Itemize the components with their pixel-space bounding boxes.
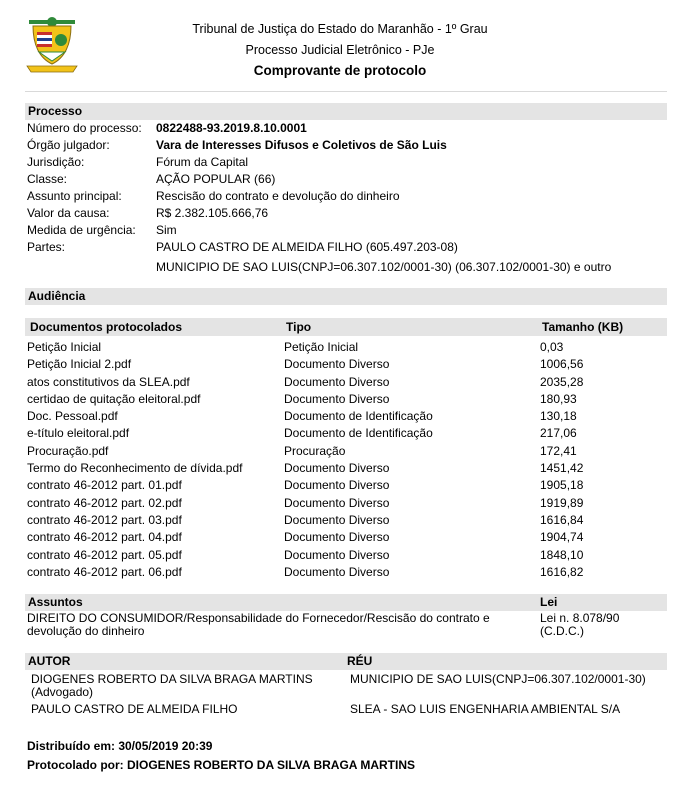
document-name: Petição Inicial	[27, 340, 102, 354]
document-name: Petição Inicial 2.pdf	[27, 357, 132, 372]
document-size: 1919,89	[540, 495, 584, 510]
field-label: Assunto principal:	[27, 189, 122, 203]
distributed-date: Distribuído em: 30/05/2019 20:39	[27, 739, 213, 753]
table-row	[25, 408, 667, 425]
table-row	[25, 564, 667, 581]
class-value: AÇÃO POPULAR (66)	[156, 172, 276, 186]
document-type: Documento Diverso	[284, 512, 390, 527]
field-process-number	[25, 120, 667, 137]
subject-text: DIREITO DO CONSUMIDOR/Responsabilidade do Fornecedor/Rescisão do contrato e devolução do dinheiro	[27, 611, 490, 638]
author-entry: PAULO CASTRO DE ALMEIDA FILHO	[31, 702, 238, 716]
process-section-title: Processo	[28, 104, 83, 118]
table-row	[25, 443, 667, 460]
maranhao-coat-of-arms-icon	[25, 14, 79, 74]
table-row	[25, 529, 667, 546]
document-size: 1616,84	[540, 512, 584, 527]
document-name: contrato 46-2012 part. 02.pdf	[27, 495, 182, 510]
hearing-section-header	[25, 288, 667, 305]
table-row	[25, 374, 667, 391]
field-label: Jurisdição:	[27, 155, 85, 169]
field-jurisdiction	[25, 154, 667, 171]
document-name: Termo do Reconhecimento de dívida.pdf	[27, 461, 243, 476]
document-name: contrato 46-2012 part. 05.pdf	[27, 547, 182, 562]
document-name: e-título eleitoral.pdf	[27, 426, 130, 441]
document-size: 172,41	[540, 443, 577, 458]
process-section-header	[25, 103, 667, 120]
col-header-author: AUTOR	[28, 654, 71, 668]
table-row	[25, 547, 667, 564]
document-title: Comprovante de protocolo	[253, 63, 427, 78]
field-label: Valor da causa:	[27, 206, 110, 220]
document-size: 2035,28	[540, 374, 584, 389]
document-size: 130,18	[540, 409, 577, 424]
document-size: 1848,10	[540, 547, 584, 562]
document-name: atos constitutivos da SLEA.pdf	[27, 374, 190, 389]
document-size: 1904,74	[540, 530, 584, 545]
parties-table-header	[25, 653, 667, 670]
document-name: Procuração.pdf	[27, 443, 109, 458]
documents-table-body	[25, 339, 667, 581]
table-row	[25, 495, 667, 512]
parties-value-line1: PAULO CASTRO DE ALMEIDA FILHO (605.497.203-08)	[156, 240, 458, 254]
system-name: Processo Judicial Eletrônico - PJe	[245, 43, 435, 57]
table-row	[25, 391, 667, 408]
field-parties	[25, 239, 667, 256]
document-type: Documento Diverso	[284, 478, 390, 493]
urgency-value: Sim	[156, 223, 177, 237]
documents-table-header	[25, 318, 667, 336]
col-header-law: Lei	[540, 595, 558, 609]
main-subject-value: Rescisão do contrato e devolução do dinheiro	[156, 189, 400, 203]
jurisdiction-value: Fórum da Capital	[156, 155, 249, 169]
document-size: 1451,42	[540, 461, 584, 476]
document-size: 0,03	[540, 340, 564, 354]
field-parties-continued	[25, 259, 667, 276]
document-type: Documento Diverso	[284, 547, 390, 562]
document-name: contrato 46-2012 part. 03.pdf	[27, 512, 182, 527]
document-size: 180,93	[540, 391, 577, 406]
col-header-size: Tamanho (KB)	[542, 320, 624, 334]
table-row	[25, 356, 667, 373]
col-header-defendant: RÉU	[347, 654, 373, 668]
document-type: Documento Diverso	[284, 357, 390, 372]
document-type: Documento Diverso	[284, 495, 390, 510]
field-label: Órgão julgador:	[27, 138, 110, 152]
field-urgency	[25, 222, 667, 239]
document-size: 1616,82	[540, 564, 584, 579]
table-row	[25, 477, 667, 494]
document-type: Documento Diverso	[284, 374, 390, 389]
hearing-section-title: Audiência	[28, 289, 86, 303]
document-size: 1006,56	[540, 357, 584, 372]
field-label: Partes:	[27, 240, 66, 254]
col-header-document: Documentos protocolados	[30, 320, 183, 334]
document-type: Documento Diverso	[284, 391, 390, 406]
table-row	[25, 460, 667, 477]
field-main-subject	[25, 188, 667, 205]
document-size: 217,06	[540, 426, 577, 441]
field-label: Medida de urgência:	[27, 223, 136, 237]
document-type: Procuração	[284, 443, 346, 458]
document-name: certidao de quitação eleitoral.pdf	[27, 391, 201, 406]
author-entry: DIOGENES ROBERTO DA SILVA BRAGA MARTINS (Advogado)	[31, 672, 313, 699]
table-row	[25, 512, 667, 529]
field-label: Classe:	[27, 172, 68, 186]
document-type: Documento de Identificação	[284, 426, 433, 441]
document-type: Documento Diverso	[284, 564, 390, 579]
field-claim-value	[25, 205, 667, 222]
table-row	[25, 425, 667, 442]
court-name: Tribunal de Justiça do Estado do Maranhão - 1º Grau	[192, 22, 488, 36]
defendant-entry: MUNICIPIO DE SAO LUIS(CNPJ=06.307.102/0001-30)	[350, 672, 646, 686]
parties-value-line2: MUNICIPIO DE SAO LUIS(CNPJ=06.307.102/0001-30) (06.307.102/0001-30) e outro	[156, 260, 612, 274]
document-type: Documento de Identificação	[284, 409, 433, 424]
document-name: Doc. Pessoal.pdf	[27, 409, 118, 424]
field-class	[25, 171, 667, 188]
col-header-type: Tipo	[286, 320, 312, 334]
table-row	[25, 339, 667, 356]
field-judging-body	[25, 137, 667, 154]
subject-law: Lei n. 8.078/90 (C.D.C.)	[540, 611, 620, 638]
document-type: Documento Diverso	[284, 461, 390, 476]
claim-value: R$ 2.382.105.666,76	[156, 206, 269, 220]
header-divider	[25, 91, 667, 92]
process-number-value: 0822488-93.2019.8.10.0001	[156, 121, 307, 135]
judging-body-value: Vara de Interesses Difusos e Coletivos de São Luis	[156, 138, 447, 152]
subjects-table-header	[25, 594, 667, 611]
document-name: contrato 46-2012 part. 01.pdf	[27, 478, 182, 493]
field-label: Número do processo:	[27, 121, 142, 135]
filed-by: Protocolado por: DIOGENES ROBERTO DA SILVA BRAGA MARTINS	[27, 758, 416, 772]
document-name: contrato 46-2012 part. 04.pdf	[27, 530, 182, 545]
document-type: Petição Inicial	[284, 340, 359, 354]
document-name: contrato 46-2012 part. 06.pdf	[27, 564, 182, 579]
defendant-entry: SLEA - SAO LUIS ENGENHARIA AMBIENTAL S/A	[350, 702, 621, 716]
document-type: Documento Diverso	[284, 530, 390, 545]
document-size: 1905,18	[540, 478, 584, 493]
col-header-subjects: Assuntos	[28, 595, 83, 609]
